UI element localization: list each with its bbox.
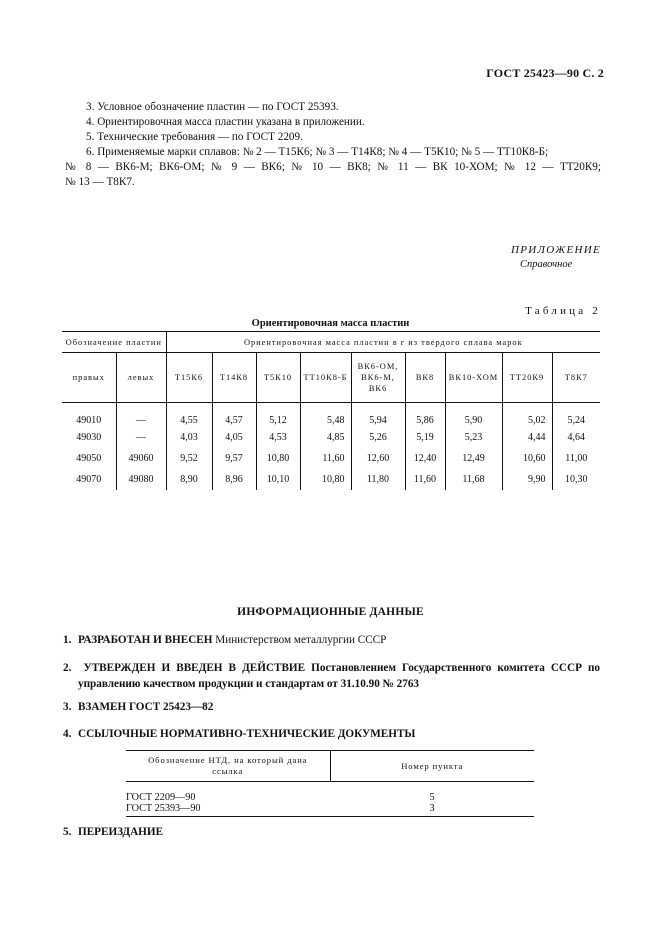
table-cell: 11,60	[405, 469, 445, 490]
column-header: Т8К7	[552, 353, 600, 403]
table-cell: 5,02	[502, 403, 552, 428]
table-cell: 5,26	[351, 427, 405, 448]
table-cell: 5,19	[405, 427, 445, 448]
table-cell: 4,44	[502, 427, 552, 448]
item-number: 4.	[63, 728, 72, 740]
item-number: 2.	[63, 662, 72, 674]
table-cell: 10,30	[552, 469, 600, 490]
table-cell: 4,55	[166, 403, 212, 428]
column-header: Т15К6	[166, 353, 212, 403]
table-cell: 4,57	[212, 403, 256, 428]
table-cell: 4,03	[166, 427, 212, 448]
item-heading: ССЫЛОЧНЫЕ НОРМАТИВНО-ТЕХНИЧЕСКИЕ ДОКУМЕНТЫ	[78, 728, 416, 740]
table-cell: 4,85	[300, 427, 351, 448]
reference-document: ГОСТ 2209—90	[126, 792, 196, 803]
table-cell: 49030	[76, 432, 102, 443]
item-text: Министерством металлургии СССР	[215, 634, 387, 646]
table-cell: 12,49	[445, 448, 502, 469]
column-header: ВК10-ХОМ	[445, 353, 502, 403]
table-cell: 10,80	[256, 448, 300, 469]
table-label: Таблица 2	[525, 305, 601, 317]
table-cell: —	[116, 403, 166, 428]
info-item-5	[63, 825, 163, 840]
table-cell: 49080	[116, 469, 166, 490]
table-cell: 10,80	[300, 469, 351, 490]
group-header-mass: Ориентировочная масса пластин в г из твердого сплава марок	[166, 332, 600, 353]
table-title: Ориентировочная масса пластин	[251, 318, 410, 329]
table-cell: 12,60	[351, 448, 405, 469]
column-header: Т5К10	[256, 353, 300, 403]
table-cell: 49050	[76, 453, 102, 464]
column-header: Т14К8	[212, 353, 256, 403]
info-section-title: ИНФОРМАЦИОННЫЕ ДАННЫЕ	[237, 606, 424, 618]
table-cell: 5,86	[405, 403, 445, 428]
info-item-2	[63, 660, 600, 692]
item-number: 5.	[63, 826, 72, 838]
table-cell: 10,10	[256, 469, 300, 490]
item-heading: ПЕРЕИЗДАНИЕ	[78, 826, 164, 838]
info-item-3	[63, 700, 213, 715]
paragraph-5: 5. Технические требования — по ГОСТ 2209.	[86, 131, 303, 143]
item-number: 3.	[63, 701, 72, 713]
table-row	[62, 427, 600, 448]
appendix-title: ПРИЛОЖЕНИЕ	[511, 244, 601, 256]
table-cell: 10,60	[502, 448, 552, 469]
column-header: левых	[116, 353, 166, 403]
table-cell: 11,60	[300, 448, 351, 469]
group-header-designation: Обозначение пластин	[62, 332, 166, 353]
table-cell: 5,48	[300, 403, 351, 428]
table-cell: 5,24	[552, 403, 600, 428]
table-cell: 5,23	[445, 427, 502, 448]
item-heading: РАЗРАБОТАН И ВНЕСЕН	[78, 634, 213, 646]
table-cell: 49010	[76, 414, 102, 426]
table-cell: 4,64	[552, 427, 600, 448]
item-number: 1.	[63, 634, 72, 646]
column-header: ТТ10К8-Б	[300, 353, 351, 403]
reference-document: ГОСТ 25393—90	[126, 803, 330, 817]
table-cell: 12,40	[405, 448, 445, 469]
column-header: ТТ20К9	[502, 353, 552, 403]
reference-point: 3	[330, 803, 534, 817]
table-cell: 11,68	[445, 469, 502, 490]
column-header: правых	[62, 353, 116, 403]
info-item-1	[63, 633, 386, 648]
table-cell: 5,12	[256, 403, 300, 428]
references-header-point: Номер пункта	[330, 751, 534, 782]
references-row	[126, 803, 534, 817]
mass-table	[62, 331, 600, 490]
references-header-document: Обозначение НТД, на который дана ссылка	[126, 751, 330, 782]
item-2-text-line-1: УТВЕРЖДЕН И ВВЕДЕН В ДЕЙСТВИЕ Постановлением Государственного комитета СССР по	[83, 662, 601, 674]
item-2-text-line-2: управлению качеством продукции и стандартам от 31.10.90 № 2763	[78, 678, 420, 690]
table-cell: 8,90	[166, 469, 212, 490]
references-table	[126, 750, 534, 817]
info-item-4	[63, 727, 415, 742]
table-cell: 9,52	[166, 448, 212, 469]
paragraph-4: 4. Ориентировочная масса пластин указана в приложении.	[86, 116, 365, 128]
appendix-subtitle: Справочное	[520, 259, 573, 270]
item-2-line-1	[63, 660, 600, 676]
table-row	[62, 469, 600, 490]
table-cell: 5,94	[351, 403, 405, 428]
table-row	[62, 448, 600, 469]
table-cell: 11,00	[552, 448, 600, 469]
reference-point: 5	[429, 792, 435, 803]
paragraph-6-line-3: № 13 — Т8К7.	[65, 176, 135, 188]
table-cell: 4,05	[212, 427, 256, 448]
paragraph-6-line-2: № 8 — ВК6-М; ВК6-ОМ; № 9 — ВК6; № 10 — ВК8; № 11 — ВК 10-ХОМ; № 12 — ТТ20К9;	[65, 161, 601, 173]
table-cell: 8,96	[212, 469, 256, 490]
paragraph-6-line-1: 6. Применяемые марки сплавов: № 2 — Т15К6; № 3 — Т14К8; № 4 — Т5К10; № 5 — ТТ10К8-Б;	[86, 146, 549, 158]
table-cell: 11,80	[351, 469, 405, 490]
table-cell: 49070	[76, 474, 102, 485]
item-heading: ВЗАМЕН ГОСТ 25423—82	[78, 701, 214, 713]
page-header: ГОСТ 25423—90 С. 2	[486, 66, 604, 80]
column-header: ВК6-ОМ, ВК6-М, ВК6	[351, 353, 405, 403]
references-row	[126, 782, 534, 804]
paragraph-3: 3. Условное обозначение пластин — по ГОСТ 25393.	[86, 101, 339, 113]
column-header: ВК8	[405, 353, 445, 403]
table-cell: 9,90	[502, 469, 552, 490]
table-cell: 49060	[116, 448, 166, 469]
table-cell: —	[116, 427, 166, 448]
table-cell: 9,57	[212, 448, 256, 469]
table-cell: 5,90	[445, 403, 502, 428]
table-cell: 4,53	[256, 427, 300, 448]
table-row	[62, 403, 600, 428]
